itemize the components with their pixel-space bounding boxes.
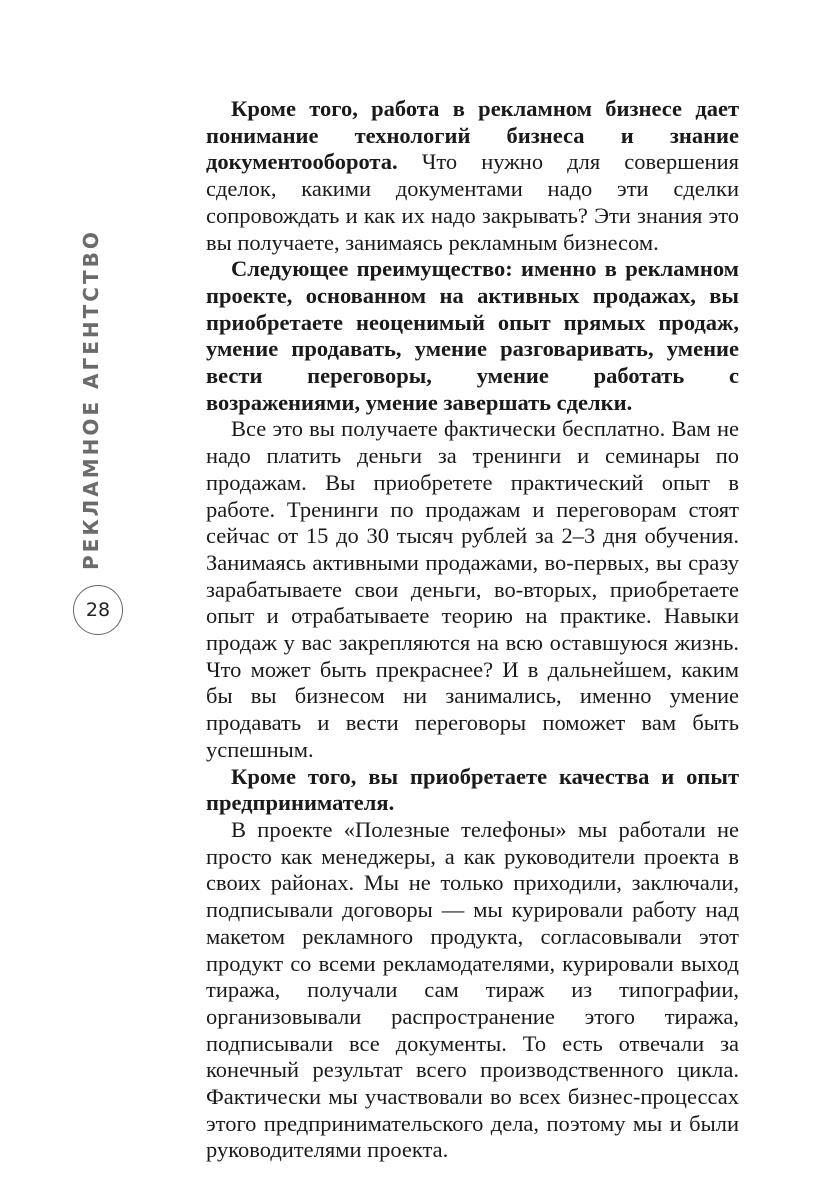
paragraph-4 [206, 764, 739, 817]
paragraph-1 [206, 96, 739, 256]
body-text [206, 96, 739, 1164]
page-number: 28 [73, 585, 123, 635]
running-title: РЕКЛАМНОЕ АГЕНТСТВО [79, 229, 103, 570]
paragraph-3: Все это вы получаете фактически бесплатно. Вам не надо платить деньги за тренинги и семинары по продажам. Вы приобретете практический опыт в работе. Тренинги по продажам и переговорам стоят сейчас от 15 до 30 тысяч рублей за 2–3 дня обучения. Занимаясь активными продажами, во-первых, вы сразу зарабатываете свои деньги, во-вторых, приобретаете опыт и отрабатываете теорию на практике. Навыки продаж у вас закрепляются на всю оставшуюся жизнь. Что может быть прекраснее? И в дальнейшем, каким бы вы бизнесом ни занимались, именно умение продавать и вести переговоры поможет вам быть успешным. [206, 416, 739, 762]
paragraph-4-bold: Кроме того, вы приобретаете качества и опыт предпринимателя. [206, 763, 739, 816]
paragraph-1-text: Что нужно для совершения сделок, какими документами надо эти сделки сопровождать и как их надо закрывать? Эти знания это вы получаете, занимаясь рекламным бизнесом. [206, 149, 739, 255]
paragraph-2 [206, 256, 739, 416]
paragraph-2-bold: Следующее преимущество: именно в рекламном проекте, основанном на активных продажах, вы приобретаете неоценимый опыт прямых продаж, умение продавать, умение разговаривать, умение вести переговоры, умение работать с возражениями, умение завершать сделки. [206, 256, 739, 415]
paragraph-5: В проекте «Полезные телефоны» мы работали не просто как менеджеры, а как руководители проекта в своих районах. Мы не только приходили, заключали, подписывали договоры — мы курировали работу над макетом рекламного продукта, согласовывали этот продукт со всеми рекламодателями, курировали выход тиража, получали сам тираж из типографии, организовывали распространение этого тиража, подписывали все документы. То есть отвечали за конечный результат всего производственного цикла. Фактически мы участвовали во всех бизнес-процессах этого предпринимательского дела, поэтому мы и были руководителями проекта. [206, 816, 739, 1163]
paragraph-1-bold: Кроме того, работа в рекламном бизнесе дает понимание технологий бизнеса и знание документооборота. [206, 96, 739, 175]
